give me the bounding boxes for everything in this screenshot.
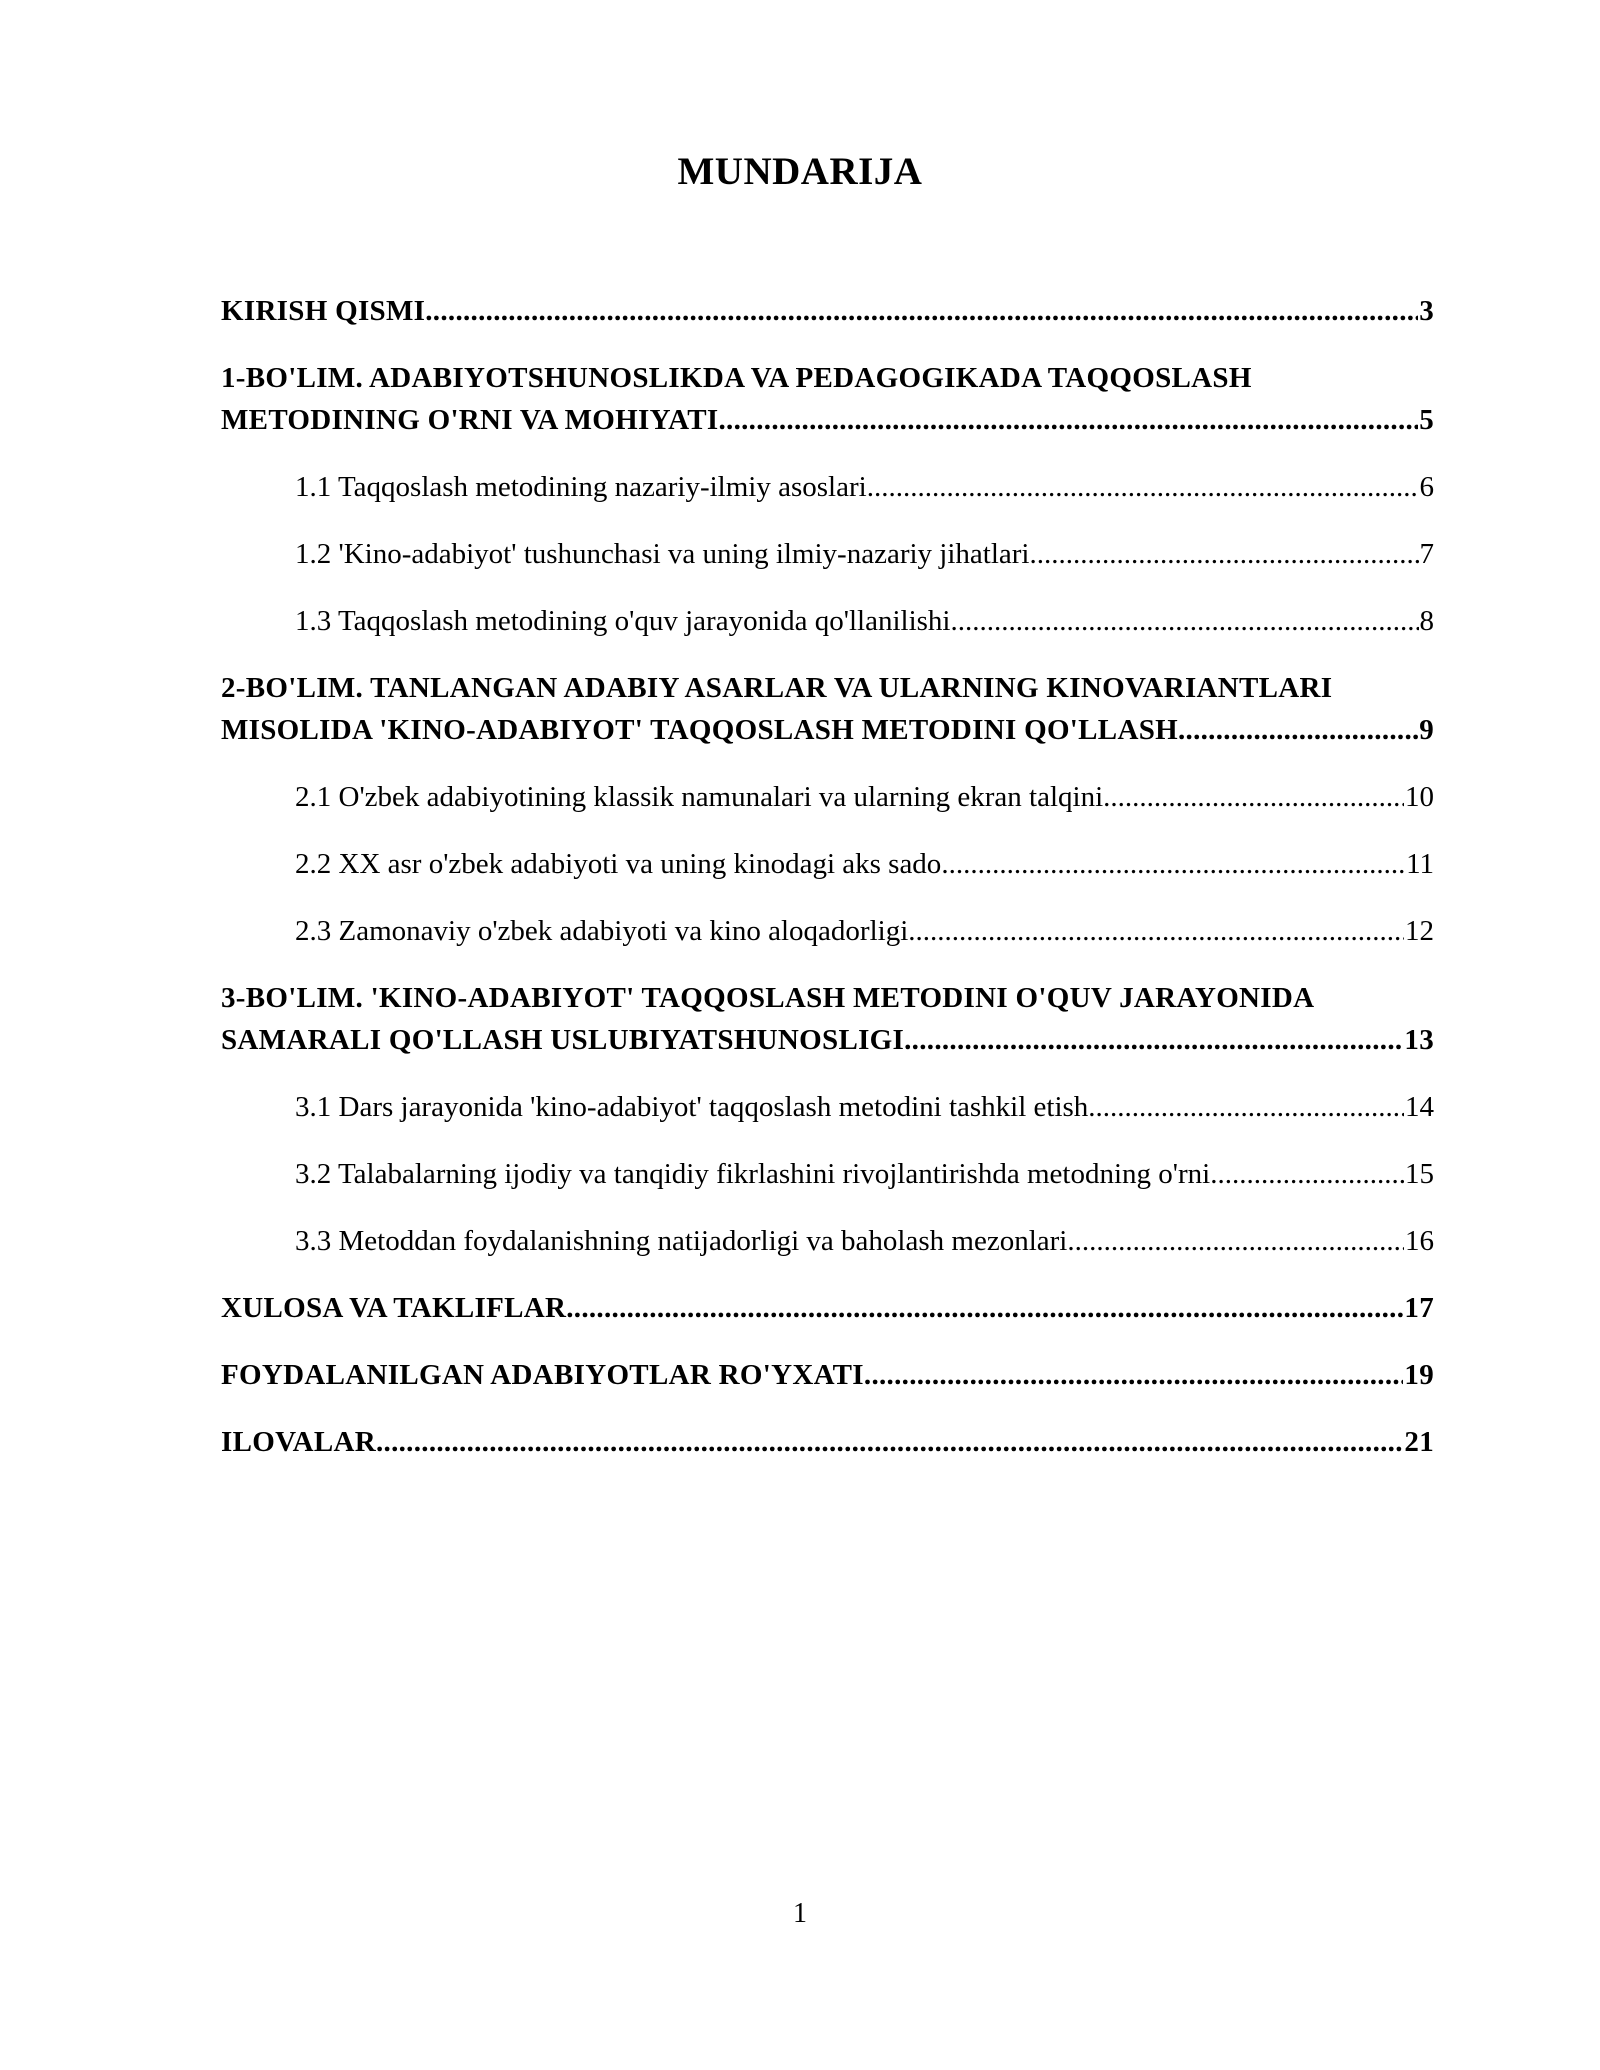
dot-leader (1103, 776, 1404, 818)
toc-entry-2-2[interactable] (221, 843, 1434, 885)
toc-entry-title: 2.3 Zamonaviy o'zbek adabiyoti va kino aloqadorligi (295, 915, 909, 947)
toc-page-number: 17 (1404, 1292, 1434, 1324)
toc-entry-chapter-1[interactable] (221, 357, 1434, 441)
toc-entry-title: 1.3 Taqqoslash metodining o'quv jarayonida qo'llanilishi (295, 605, 951, 637)
toc-entry-title: 3.1 Dars jarayonida 'kino-adabiyot' taqqoslash metodini tashkil etish (295, 1091, 1089, 1123)
toc-entry-title-line-1: 3-BO'LIM. 'KINO-ADABIYOT' TAQQOSLASH METODINI O'QUV JARAYONIDA (221, 982, 1315, 1014)
toc-page-number: 3 (1419, 295, 1434, 327)
toc-entry-chapter-2[interactable] (221, 667, 1434, 751)
toc-entry-kirish[interactable] (221, 290, 1434, 332)
toc-entry-title-line-2: MISOLIDA 'KINO-ADABIYOT' TAQQOSLASH METODINI QO'LLASH (221, 714, 1178, 746)
toc-page-number: 5 (1419, 404, 1434, 436)
toc-entry-ilovalar[interactable] (221, 1421, 1434, 1463)
toc-entry-xulosa[interactable] (221, 1287, 1434, 1329)
dot-leader (1029, 533, 1418, 575)
toc-entry-title-line-2: SAMARALI QO'LLASH USLUBIYATSHUNOSLIGI (221, 1024, 905, 1056)
dot-leader (867, 466, 1419, 508)
toc-entry-2-3[interactable] (221, 910, 1434, 952)
dot-leader (904, 1019, 1403, 1061)
table-of-contents (221, 290, 1434, 1488)
dot-leader (566, 1287, 1403, 1329)
dot-leader (941, 843, 1405, 885)
toc-entry-3-2[interactable] (221, 1153, 1434, 1195)
dot-leader (908, 910, 1404, 952)
toc-entry-title-line-1: 1-BO'LIM. ADABIYOTSHUNOSLIKDA VA PEDAGOGIKADA TAQQOSLASH (221, 362, 1252, 394)
dot-leader (864, 1354, 1404, 1396)
toc-page-number: 16 (1405, 1225, 1434, 1257)
dot-leader (1210, 1153, 1404, 1195)
toc-entry-title: XULOSA VA TAKLIFLAR (221, 1292, 567, 1324)
toc-entry-title-line-2: METODINING O'RNI VA MOHIYATI (221, 404, 719, 436)
toc-entry-title: 2.1 O'zbek adabiyotining klassik namunalari va ularning ekran talqini (295, 781, 1104, 813)
toc-entry-3-1[interactable] (221, 1086, 1434, 1128)
toc-entry-1-3[interactable] (221, 600, 1434, 642)
toc-entry-1-2[interactable] (221, 533, 1434, 575)
dot-leader (1178, 709, 1418, 751)
dot-leader (718, 399, 1418, 441)
toc-entry-3-3[interactable] (221, 1220, 1434, 1262)
dot-leader (1067, 1220, 1404, 1262)
toc-entry-chapter-3[interactable] (221, 977, 1434, 1061)
toc-entry-adabiyotlar[interactable] (221, 1354, 1434, 1396)
toc-page-number: 6 (1419, 471, 1434, 503)
toc-entry-title-line-1: 2-BO'LIM. TANLANGAN ADABIY ASARLAR VA ULARNING KINOVARIANTLARI (221, 672, 1333, 704)
toc-entry-title: 1.2 'Kino-adabiyot' tushunchasi va uning ilmiy-nazariy jihatlari (295, 538, 1030, 570)
dot-leader (376, 1421, 1403, 1463)
toc-page-number: 21 (1404, 1426, 1434, 1458)
toc-page-number: 13 (1404, 1024, 1434, 1056)
toc-entry-title: FOYDALANILGAN ADABIYOTLAR RO'YXATI (221, 1359, 864, 1391)
toc-entry-title: 1.1 Taqqoslash metodining nazariy-ilmiy asoslari (295, 471, 867, 503)
toc-page-number: 12 (1405, 915, 1434, 947)
page-number: 1 (793, 1898, 807, 1929)
toc-page-number: 19 (1404, 1359, 1434, 1391)
toc-page-number: 11 (1406, 848, 1434, 880)
toc-entry-title: 2.2 XX asr o'zbek adabiyoti va uning kinodagi aks sado (295, 848, 942, 880)
dot-leader (1088, 1086, 1404, 1128)
toc-entry-1-1[interactable] (221, 466, 1434, 508)
toc-page-number: 9 (1419, 714, 1434, 746)
toc-entry-title: KIRISH QISMI (221, 295, 426, 327)
toc-page-number: 10 (1405, 781, 1434, 813)
toc-page-number: 15 (1405, 1158, 1434, 1190)
toc-page-number: 14 (1405, 1091, 1434, 1123)
page-title: MUNDARIJA (677, 150, 923, 193)
toc-page-number: 7 (1419, 538, 1434, 570)
dot-leader (425, 290, 1418, 332)
toc-entry-title: ILOVALAR (221, 1426, 376, 1458)
toc-entry-title: 3.2 Talabalarning ijodiy va tanqidiy fikrlashini rivojlantirishda metodning o'rni (295, 1158, 1211, 1190)
toc-page-number: 8 (1419, 605, 1434, 637)
dot-leader (950, 600, 1418, 642)
toc-entry-title: 3.3 Metoddan foydalanishning natijadorligi va baholash mezonlari (295, 1225, 1068, 1257)
toc-entry-2-1[interactable] (221, 776, 1434, 818)
